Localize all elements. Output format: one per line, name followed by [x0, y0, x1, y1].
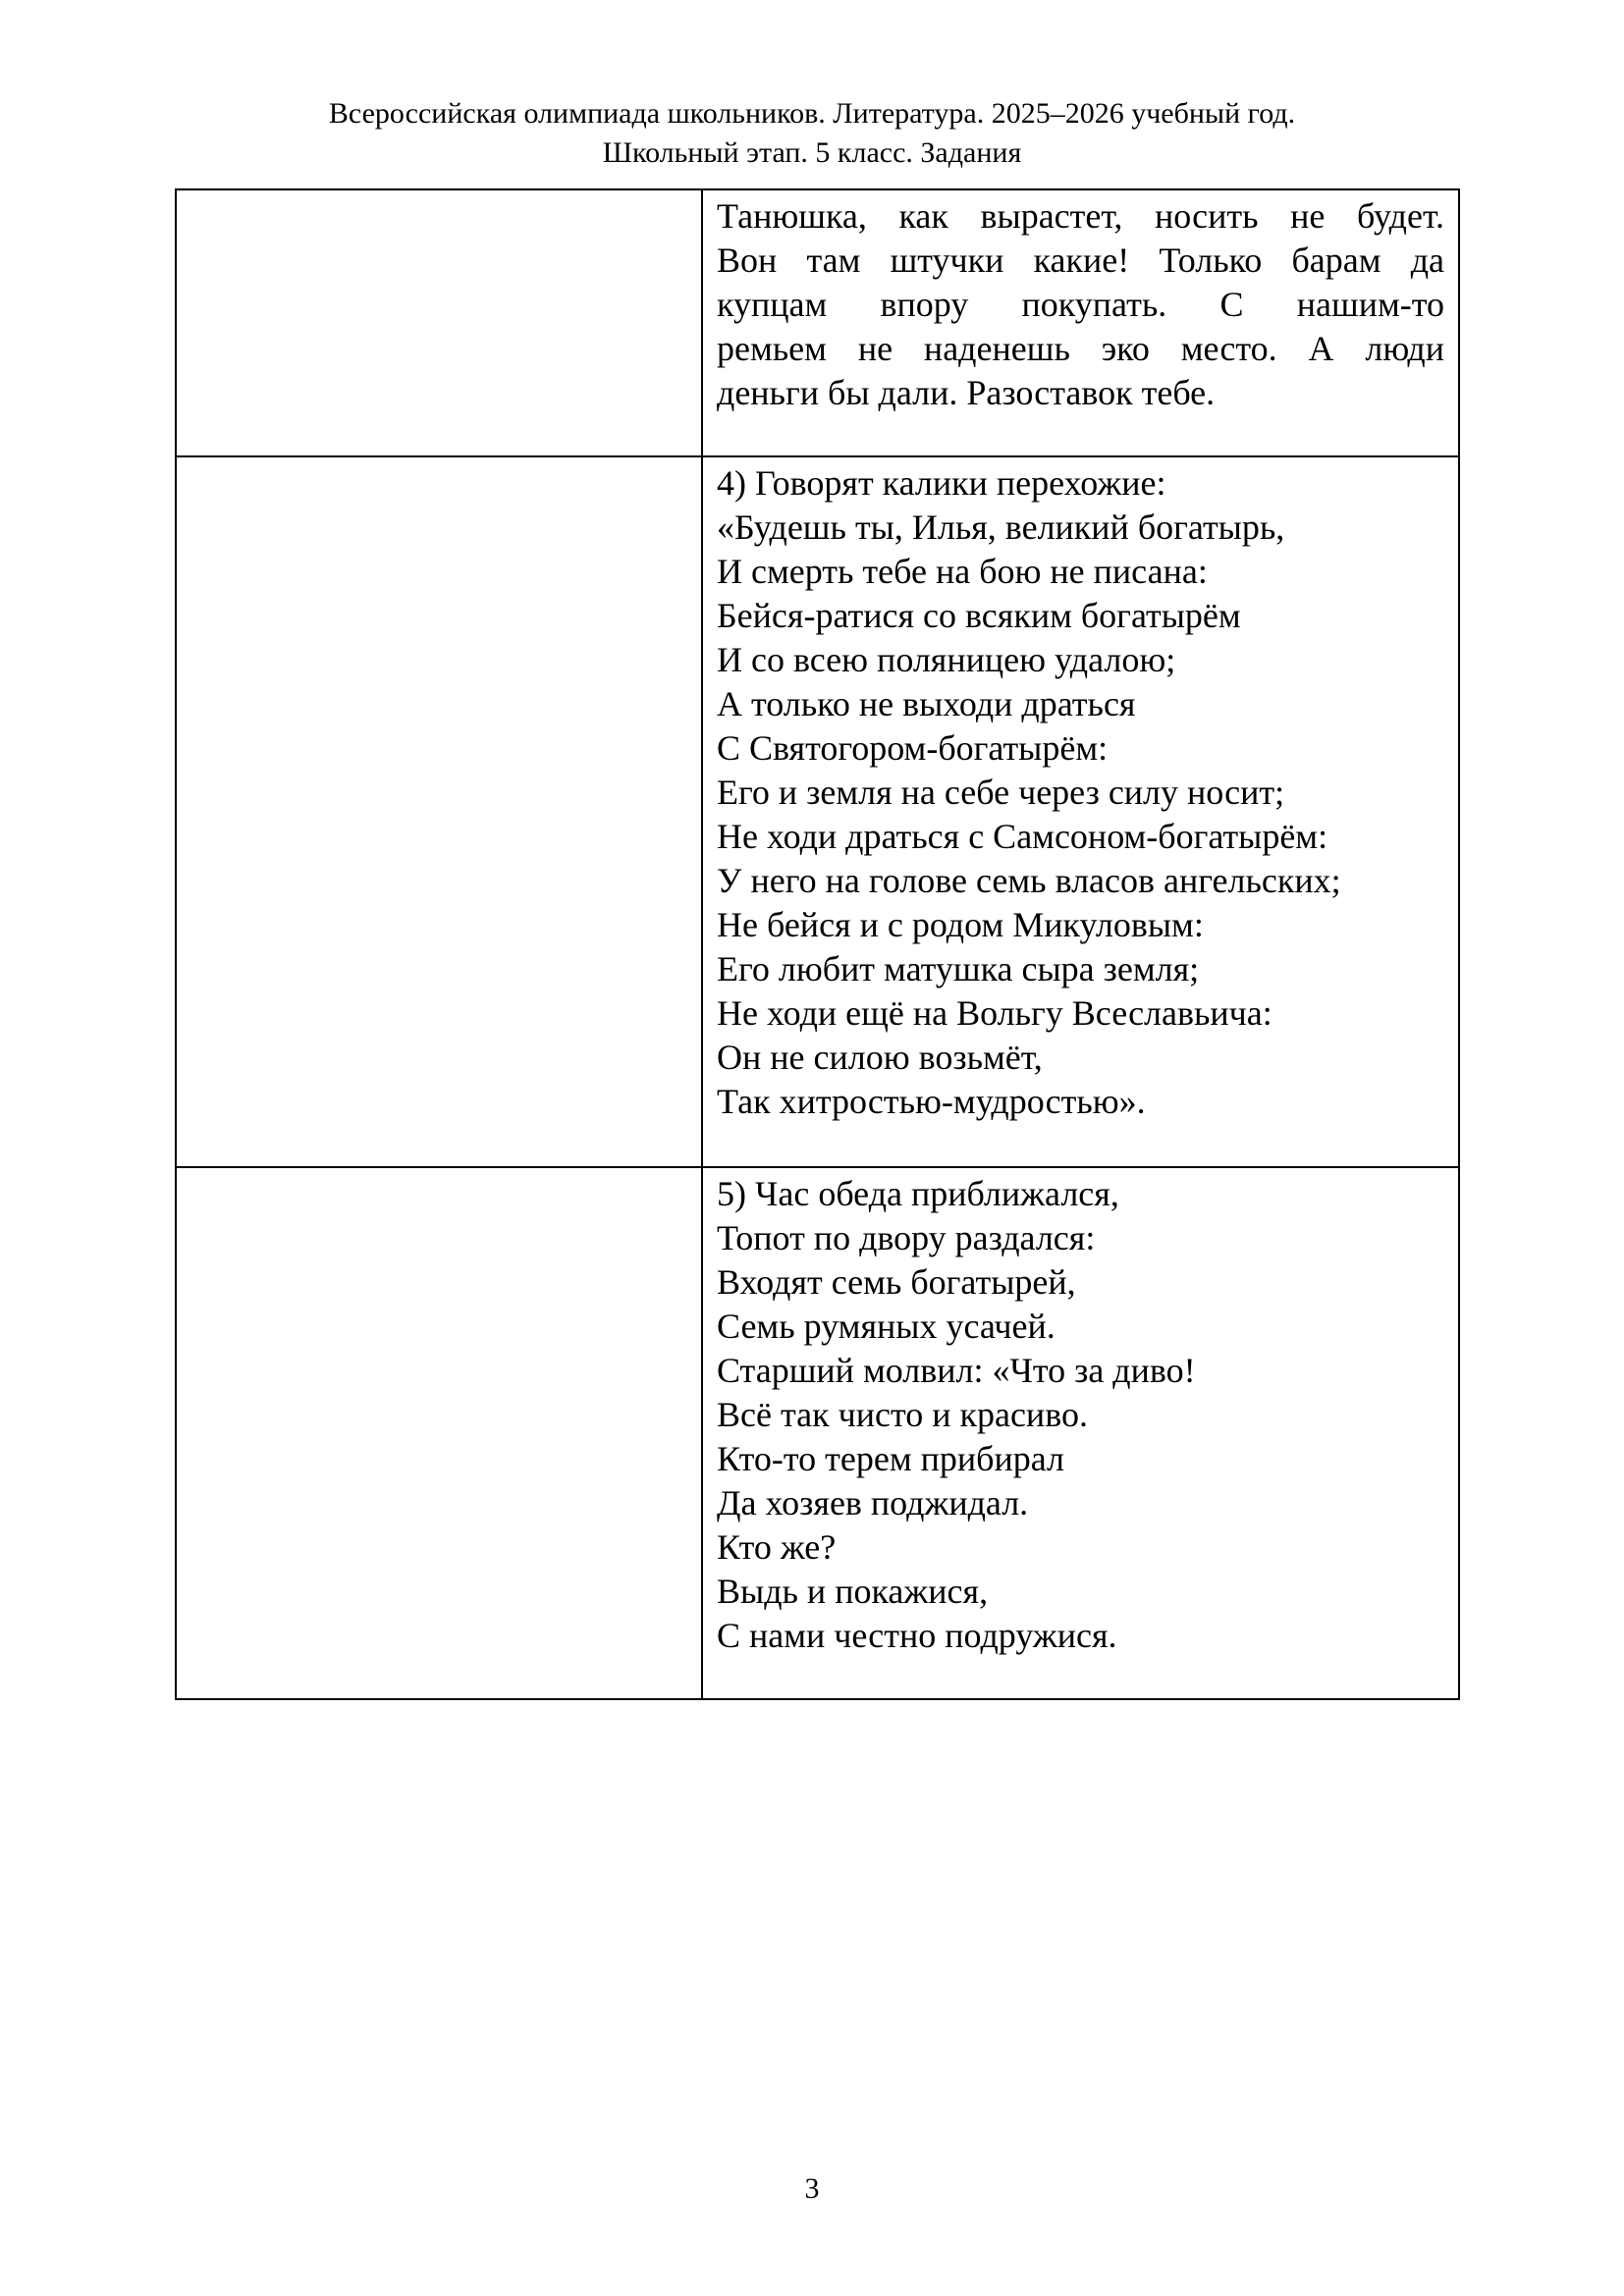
- text-line: Кто-то терем прибирал: [717, 1439, 1064, 1478]
- answer-cell[interactable]: [176, 1167, 702, 1699]
- text-line: Не ходи ещё на Вольгу Всеславьича:: [717, 993, 1272, 1033]
- text-line: Не ходи драться с Самсоном-богатырём:: [717, 817, 1328, 856]
- text-line: Танюшка, как вырастет, носить не будет.: [717, 196, 1444, 236]
- text-line: И со всею поляницею удалою;: [717, 640, 1176, 679]
- text-line: купцам впору покупать. С нашим-то: [717, 285, 1444, 324]
- table-row: [176, 456, 1459, 1167]
- text-line: Так хитростью-мудростью».: [717, 1082, 1146, 1121]
- text-line: ремьем не наденешь эко место. А люди: [717, 329, 1444, 368]
- text-line: 4) Говорят калики перехожие:: [717, 463, 1166, 503]
- table-row: [176, 1167, 1459, 1699]
- text-line: Кто же?: [717, 1527, 837, 1567]
- text-line: Он не силою возьмёт,: [717, 1038, 1043, 1077]
- task-table: [175, 188, 1460, 1700]
- answer-cell[interactable]: [176, 456, 702, 1167]
- text-line: Выдь и покажися,: [717, 1572, 989, 1611]
- header-line-2: Школьный этап. 5 класс. Задания: [602, 136, 1022, 169]
- text-line: У него на голове семь власов ангельских;: [717, 861, 1341, 900]
- text-line: Всё так чисто и красиво.: [717, 1395, 1088, 1434]
- text-line: Да хозяев поджидал.: [717, 1483, 1029, 1522]
- text-line: Входят семь богатырей,: [717, 1262, 1076, 1302]
- page-header: [0, 94, 1624, 173]
- text-cell: [702, 456, 1459, 1167]
- page-number: 3: [804, 2172, 820, 2205]
- text-line: Вон там штучки какие! Только барам да: [717, 240, 1444, 280]
- text-line: Не бейся и с родом Микуловым:: [717, 905, 1204, 944]
- text-line: «Будешь ты, Илья, великий богатырь,: [717, 507, 1285, 547]
- text-line: И смерть тебе на бою не писана:: [717, 552, 1208, 591]
- text-line: Его и земля на себе через силу носит;: [717, 773, 1285, 812]
- prose-fragment: [703, 190, 1458, 415]
- text-line: С нами честно подружися.: [717, 1616, 1117, 1655]
- text-line: Семь румяных усачей.: [717, 1307, 1056, 1346]
- text-line: деньги бы дали. Разоставок тебе.: [717, 373, 1216, 412]
- text-cell: [702, 189, 1459, 456]
- text-cell: [702, 1167, 1459, 1699]
- text-line: А только не выходи драться: [717, 684, 1136, 723]
- text-line: Старший молвил: «Что за диво!: [717, 1351, 1196, 1390]
- answer-cell[interactable]: [176, 189, 702, 456]
- text-line: Его любит матушка сыра земля;: [717, 949, 1200, 988]
- text-line: Бейся-ратися со всяким богатырём: [717, 596, 1241, 635]
- text-line: С Святогором-богатырём:: [717, 728, 1109, 768]
- text-line: Топот по двору раздался:: [717, 1218, 1096, 1257]
- text-line: 5) Час обеда приближался,: [717, 1174, 1119, 1213]
- table-row: [176, 189, 1459, 456]
- poem-fragment: [703, 1168, 1458, 1658]
- header-line-1: Всероссийская олимпиада школьников. Литература. 2025–2026 учебный год.: [328, 97, 1296, 130]
- poem-fragment: [703, 457, 1458, 1124]
